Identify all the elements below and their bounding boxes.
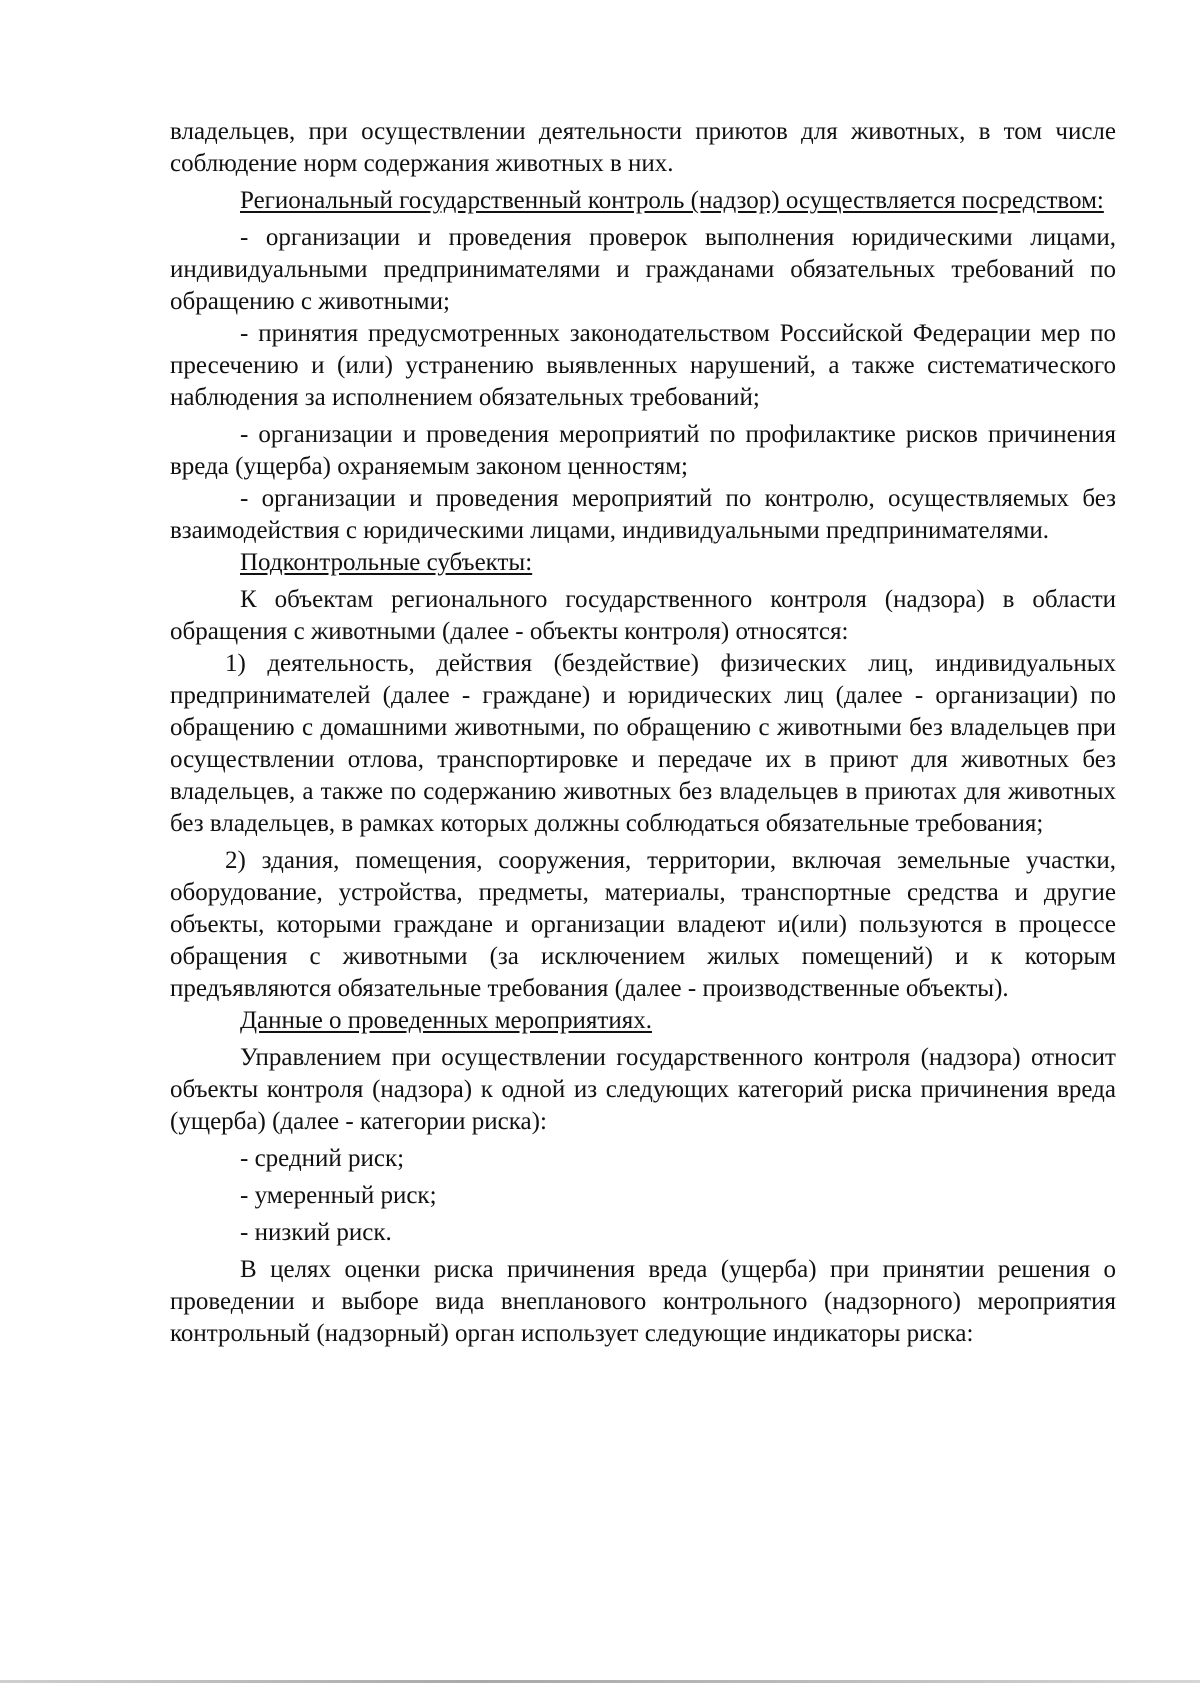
list-item-inspections: - организации и проведения проверок выполнения юридическими лицами, индивидуальными предпринимателями и гражданами обязательных требований по обращению с животными; [170,224,1116,315]
heading-events-data-text: Данные о проведенных мероприятиях. [240,1007,652,1034]
list-item-moderate-risk: - умеренный риск; [240,1182,437,1209]
paragraph-control-objects: К объектам регионального государственного контроля (надзора) в области обращения с животными (далее - объекты контроля) относятся: [170,586,1116,645]
list-item-low-risk: - низкий риск. [240,1219,392,1246]
heading-subjects [170,547,1116,579]
heading-control-means [170,185,1116,217]
heading-control-means-text: Региональный государственный контроль (надзор) осуществляется посредством: [240,187,1104,214]
paragraph-risk-categories: Управлением при осуществлении государственного контроля (надзора) относит объекты контроля (надзора) к одной из следующих категорий риска причинения вреда (ущерба) (далее - категории риска): [170,1044,1116,1135]
paragraph-shelter-activity: владельцев, при осуществлении деятельности приютов для животных, в том числе соблюдение норм содержания животных в них. [170,118,1116,177]
scan-bottom-edge [0,1680,1200,1683]
list-item-activity: 1) деятельность, действия (бездействие) физических лиц, индивидуальных предпринимателей (далее - граждане) и юридических лиц (далее - организации) по обращению с домашними животными, по обращению с животными без владельцев при осуществлении отлова, транспортировке и передаче их в приют для животных без владельцев, а также по содержанию животных без владельцев в приютах для животных без владельцев, в рамках которых должны соблюдаться обязательные требования; [170,650,1116,837]
heading-subjects-text: Подконтрольные субъекты: [240,549,533,576]
list-item-no-interaction: - организации и проведения мероприятий по контролю, осуществляемых без взаимодействия с юридическими лицами, индивидуальными предпринимателями. [170,485,1116,544]
heading-events-data [170,1005,1116,1037]
document-body [170,116,1116,1350]
list-item-measures: - принятия предусмотренных законодательством Российской Федерации мер по пресечению и (или) устранению выявленных нарушений, а также систематического наблюдения за исполнением обязательных требований; [170,320,1116,411]
list-item-medium-risk: - средний риск; [240,1145,405,1172]
paragraph-risk-indicators: В целях оценки риска причинения вреда (ущерба) при принятии решения о проведении и выборе вида внепланового контрольного (надзорного) мероприятия контрольный (надзорный) орган использует следующие индикаторы риска: [170,1256,1116,1347]
list-item-buildings: 2) здания, помещения, сооружения, территории, включая земельные участки, оборудование, устройства, предметы, материалы, транспортные средства и другие объекты, которыми граждане и организации владеют и(или) пользуются в процессе обращения с животными (за исключением жилых помещений) и к которым предъявляются обязательные требования (далее - производственные объекты). [170,847,1116,1002]
list-item-prevention: - организации и проведения мероприятий по профилактике рисков причинения вреда (ущерба) охраняемым законом ценностям; [170,421,1116,480]
